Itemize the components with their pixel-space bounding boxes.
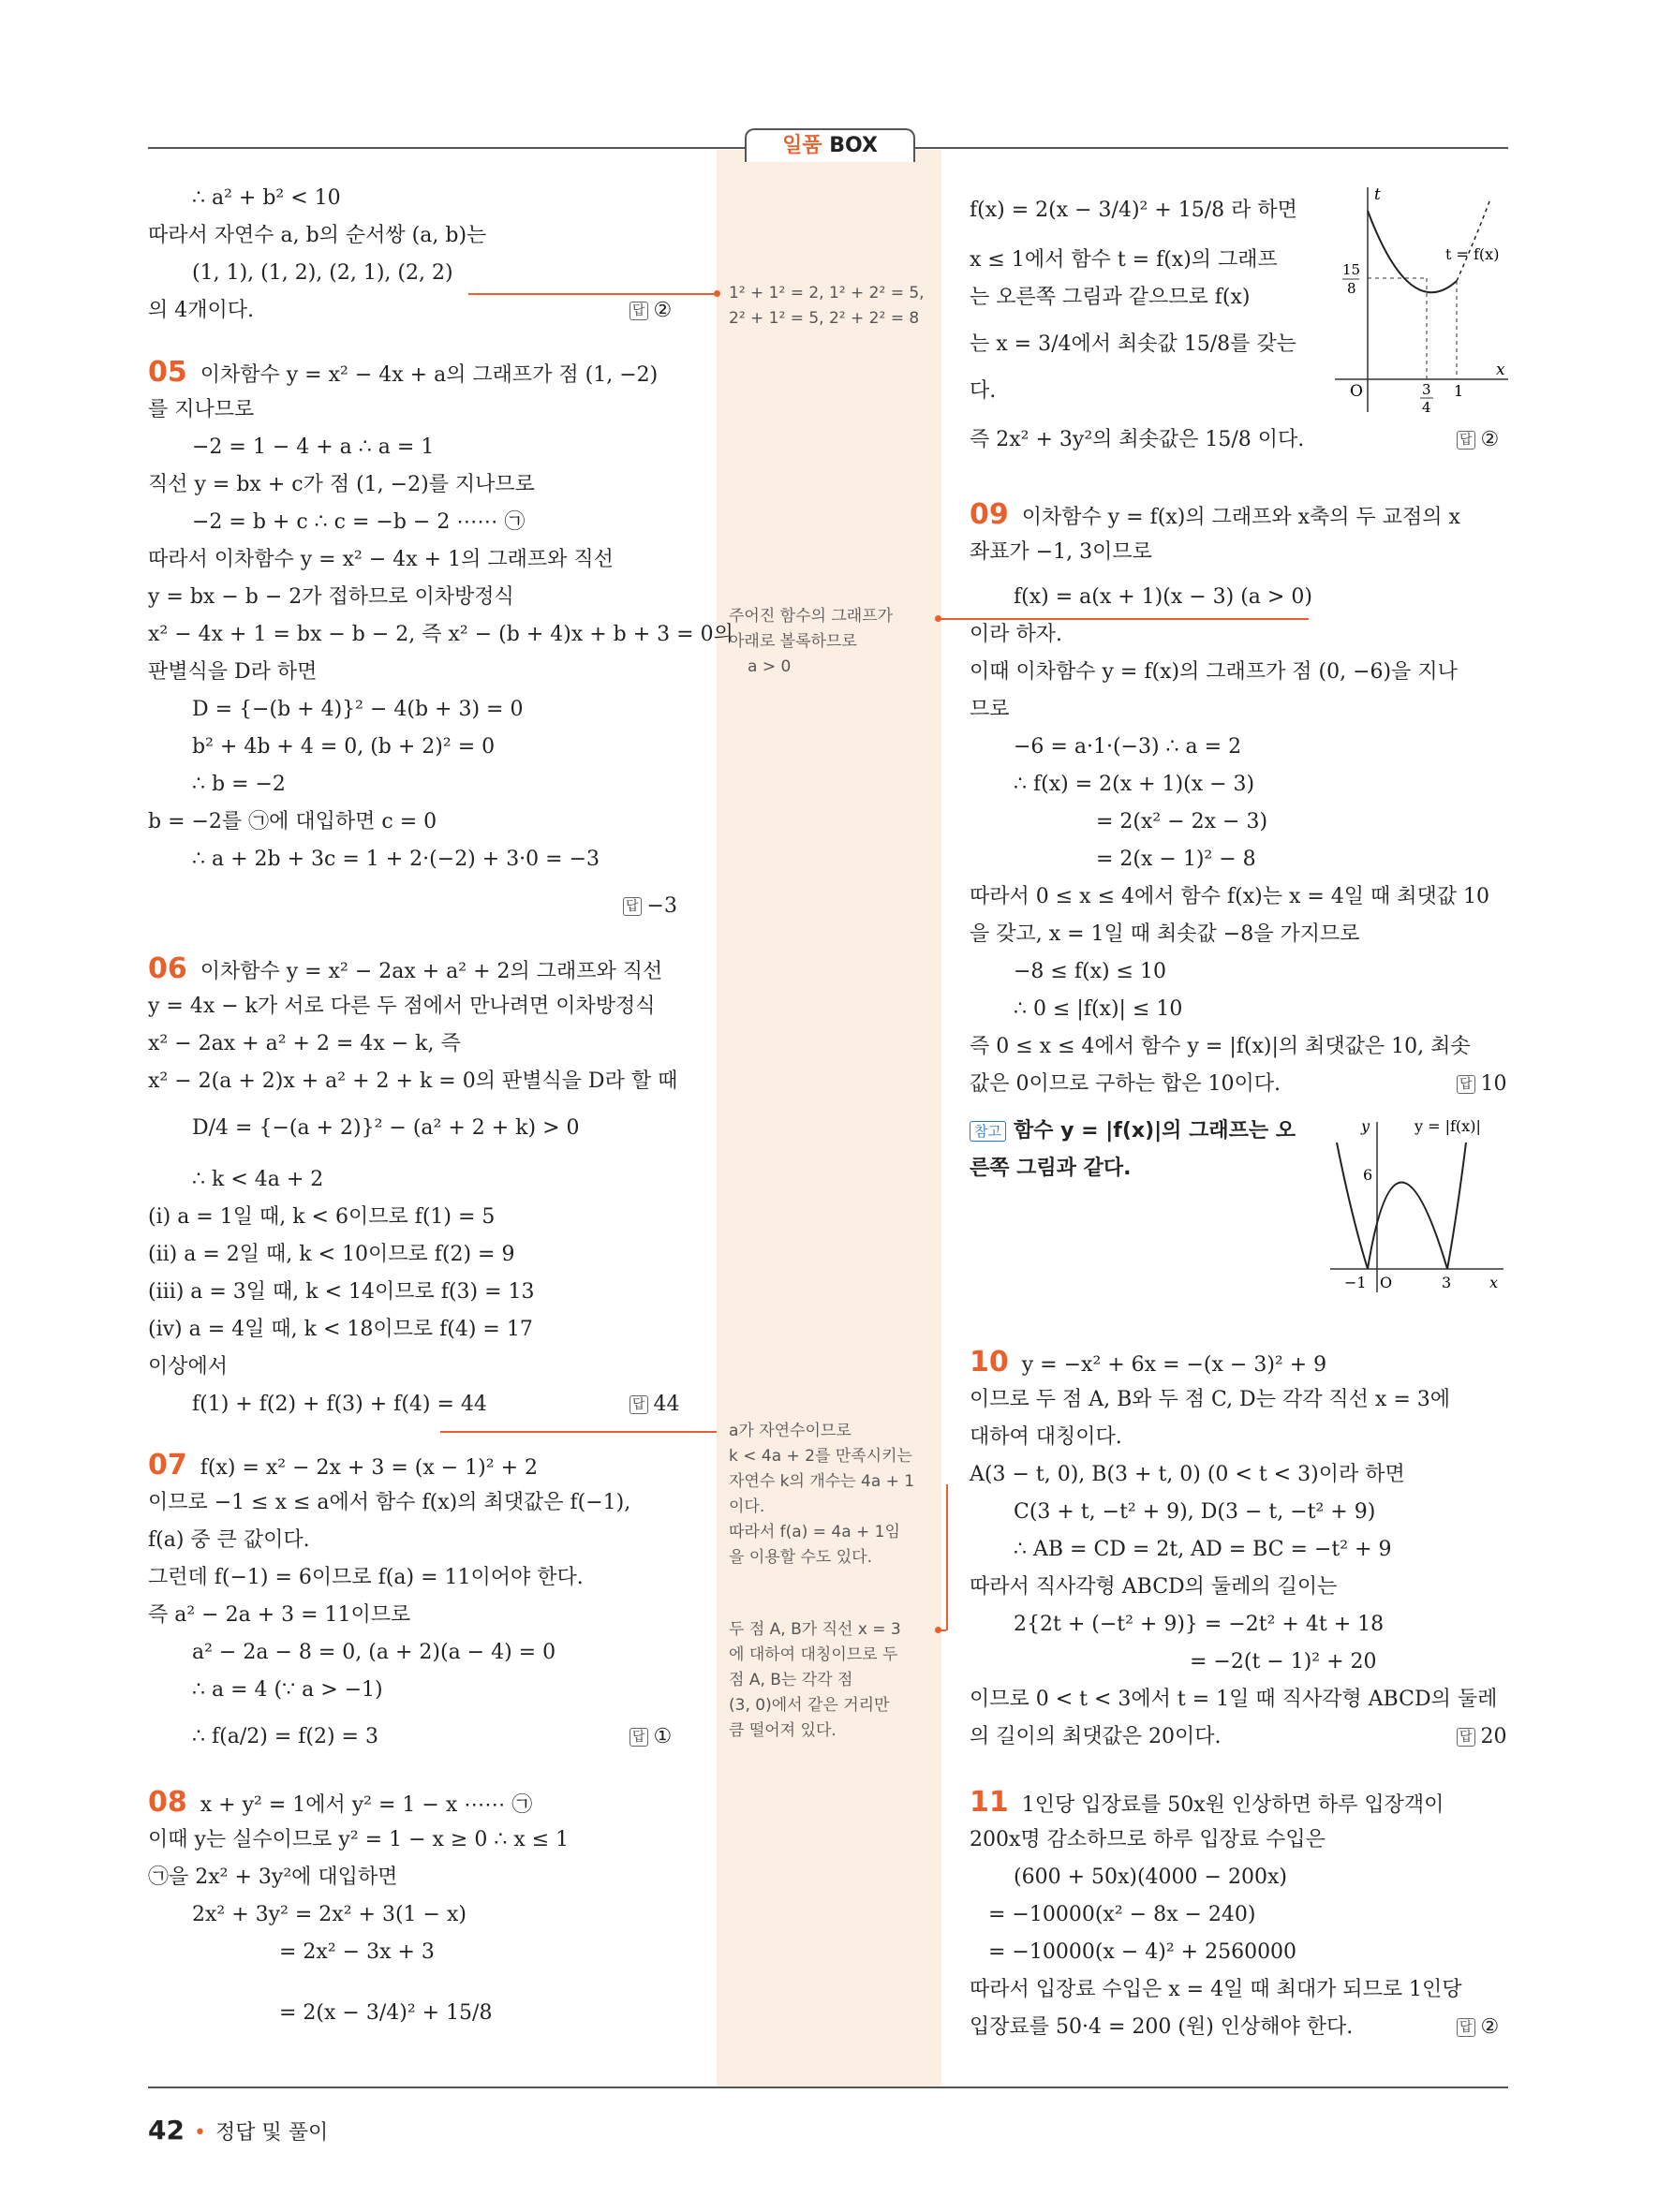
text-line: a² − 2a − 8 = 0, (a + 2)(a − 4) = 0	[192, 1641, 556, 1664]
side-note-line: 2² + 1² = 5, 2² + 2² = 8	[729, 309, 920, 328]
problem-11	[970, 1784, 1444, 1824]
answer-mark-icon: 답	[623, 897, 642, 916]
answer-mark-icon: 답	[630, 1395, 648, 1414]
text-line: y = 4x − k가 서로 다른 두 점에서 만나려면 이차방정식	[148, 995, 656, 1018]
page-number: 42	[148, 2115, 185, 2146]
axis-label-y: y	[1361, 1117, 1370, 1135]
text-line: ∴ AB = CD = 2t, AD = BC = −t² + 9	[1014, 1538, 1392, 1561]
note-tag: 참고	[970, 1121, 1006, 1142]
axis-label-x: x	[1489, 1274, 1499, 1291]
connector-line	[946, 1484, 948, 1630]
answer-09	[1457, 1066, 1507, 1103]
text-line: 를 지나므로	[148, 398, 255, 421]
tick-label: 1	[1454, 382, 1464, 400]
side-note-line: a가 자연수이므로	[729, 1422, 852, 1440]
text-line: 이상에서	[148, 1355, 229, 1379]
text-line: ㉠을 2x² + 3y²에 대입하면	[148, 1865, 398, 1889]
text-line: 이차함수 y = x² − 4x + a의 그래프가 점 (1, −2)	[200, 363, 659, 387]
tick-label: −1	[1344, 1274, 1367, 1291]
problem-06	[148, 951, 662, 991]
text-line: 즉 2x² + 3y²의 최솟값은 15/8 이다.	[970, 428, 1305, 451]
text-line: y = bx − b − 2가 접하므로 이차방정식	[148, 585, 514, 609]
text-line: b = −2를 ㉠에 대입하면 c = 0	[148, 810, 437, 833]
text-line: 즉 a² − 2a + 3 = 11이므로	[148, 1603, 411, 1627]
text-line: −6 = a·1·(−3) ∴ a = 2	[1014, 735, 1242, 759]
text-line: 직선 y = bx + c가 점 (1, −2)를 지나므로	[148, 473, 535, 496]
text-line: ∴ a + 2b + 3c = 1 + 2·(−2) + 3·0 = −3	[192, 848, 600, 871]
side-note-line: 주어진 함수의 그래프가	[729, 607, 894, 626]
curve-label: y = |f(x)|	[1415, 1117, 1481, 1135]
text-line: f(x) = a(x + 1)(x − 3) (a > 0)	[1014, 585, 1312, 609]
text-line: 이라 하자.	[970, 623, 1062, 646]
text-line: 그런데 f(−1) = 6이므로 f(a) = 11이어야 한다.	[148, 1566, 584, 1589]
text-line: 의 길이의 최댓값은 20이다.	[970, 1725, 1222, 1748]
text-line: (ⅰ) a = 1일 때, k < 6이므로 f(1) = 5	[148, 1205, 496, 1229]
side-note-line: 을 이용할 수도 있다.	[729, 1548, 872, 1567]
text-line: ∴ a² + b² < 10	[192, 186, 341, 210]
tick-label: 8	[1347, 280, 1356, 297]
answer-06	[630, 1386, 680, 1423]
side-note-line: 아래로 볼록하므로	[729, 632, 857, 651]
text-line: (ⅳ) a = 4일 때, k < 18이므로 f(4) = 17	[148, 1318, 533, 1341]
text-line: 을 갖고, x = 1일 때 최솟값 −8을 가지므로	[970, 922, 1360, 946]
connector-line	[939, 1630, 946, 1631]
problem-number: 05	[148, 356, 187, 389]
text-line: −8 ≤ f(x) ≤ 10	[1014, 960, 1166, 983]
box-tab	[745, 128, 915, 162]
problem-10	[970, 1344, 1326, 1384]
text-line: 판별식을 D라 하면	[148, 660, 318, 684]
text-line: ∴ a = 4 (∵ a > −1)	[192, 1678, 383, 1702]
answer-value: 10	[1480, 1072, 1507, 1096]
answer-mark-icon: 답	[630, 302, 648, 320]
answer-value: ②	[1480, 428, 1500, 451]
text-line: = 2(x − 1)² − 8	[1096, 848, 1256, 871]
problem-05	[148, 354, 658, 394]
note-text: 함수 y = |f(x)|의 그래프는 오	[1013, 1119, 1296, 1143]
side-note-line: 이다.	[729, 1497, 765, 1516]
answer-mark-icon: 답	[1457, 2018, 1475, 2037]
text-line: f(1) + f(2) + f(3) + f(4) = 44	[192, 1393, 487, 1416]
axis-label-t: t	[1374, 185, 1381, 204]
curve-label: t = f(x)	[1445, 245, 1500, 263]
tick-label: 15	[1342, 261, 1361, 278]
text-line: 따라서 자연수 a, b의 순서쌍 (a, b)는	[148, 224, 487, 247]
answer-04	[630, 292, 672, 330]
note	[970, 1113, 1296, 1150]
text-line: A(3 − t, 0), B(3 + t, 0) (0 < t < 3)이라 하면	[970, 1463, 1405, 1486]
answer-mark-icon: 답	[1457, 1075, 1475, 1094]
side-note-line: 자연수 k의 개수는 4a + 1	[729, 1472, 915, 1491]
figure-abs-graph	[1326, 1114, 1513, 1297]
text-line: 이때 y는 실수이므로 y² = 1 − x ≥ 0 ∴ x ≤ 1	[148, 1828, 570, 1851]
connector-line	[440, 1431, 717, 1433]
text-line: = −10000(x² − 8x − 240)	[988, 1903, 1256, 1926]
text-line: 의 4개이다.	[148, 299, 254, 322]
axis-label-x: x	[1496, 361, 1505, 379]
tick-label: 4	[1422, 399, 1431, 416]
text-line: −2 = 1 − 4 + a ∴ a = 1	[192, 435, 435, 459]
text-line: 대하여 대칭이다.	[970, 1425, 1122, 1449]
problem-number: 11	[970, 1786, 1009, 1819]
text-line: 1인당 입장료를 50x원 인상하면 하루 입장객이	[1021, 1793, 1444, 1817]
answer-value: ②	[1480, 2015, 1500, 2039]
text-line: 이므로 −1 ≤ x ≤ a에서 함수 f(x)의 최댓값은 f(−1),	[148, 1491, 631, 1514]
text-line: = 2x² − 3x + 3	[279, 1940, 435, 1964]
text-line: (600 + 50x)(4000 − 200x)	[1014, 1865, 1287, 1889]
answer-value: 20	[1480, 1725, 1507, 1748]
text-line: 므로	[970, 698, 1010, 721]
text-line: x ≤ 1에서 함수 t = f(x)의 그래프	[970, 248, 1278, 272]
text-line: f(a) 중 큰 값이다.	[148, 1528, 310, 1552]
text-line: 이때 이차함수 y = f(x)의 그래프가 점 (0, −6)을 지나	[970, 660, 1458, 684]
text-line: = −10000(x − 4)² + 2560000	[988, 1940, 1297, 1964]
text-line: 이므로 두 점 A, B와 두 점 C, D는 각각 직선 x = 3에	[970, 1388, 1451, 1411]
text-line: y = −x² + 6x = −(x − 3)² + 9	[1021, 1353, 1327, 1377]
text-line: 이므로 0 < t < 3에서 t = 1일 때 직사각형 ABCD의 둘레	[970, 1688, 1498, 1711]
side-note-line: 1² + 1² = 2, 1² + 2² = 5,	[729, 284, 925, 302]
text-line: (ⅱ) a = 2일 때, k < 10이므로 f(2) = 9	[148, 1243, 515, 1266]
text-line: 는 오른쪽 그림과 같으므로 f(x)	[970, 286, 1251, 309]
text-line: −2 = b + c ∴ c = −b − 2 ⋯⋯ ㉠	[192, 510, 526, 534]
curve	[1368, 211, 1457, 292]
text-line: 따라서 직사각형 ABCD의 둘레의 길이는	[970, 1575, 1338, 1599]
text-line: ∴ k < 4a + 2	[192, 1168, 324, 1191]
figure-parabola	[1326, 183, 1513, 417]
side-note-line: 따라서 f(a) = 4a + 1임	[729, 1523, 900, 1541]
answer-mark-icon: 답	[1457, 1728, 1475, 1747]
answer-10	[1457, 1718, 1507, 1756]
text-line: 따라서 0 ≤ x ≤ 4에서 함수 f(x)는 x = 4일 때 최댓값 10	[970, 885, 1490, 908]
footer	[148, 2115, 328, 2146]
answer-08	[1457, 421, 1499, 459]
text-line: (1, 1), (1, 2), (2, 1), (2, 2)	[192, 261, 453, 285]
bullet-icon: •	[193, 2121, 206, 2145]
problem-number: 08	[148, 1786, 187, 1819]
side-note-4	[729, 1617, 901, 1744]
side-note-line: 큼 떨어져 있다.	[729, 1721, 837, 1740]
box-tab-label-1: 일품	[782, 134, 822, 157]
answer-value: 44	[653, 1393, 680, 1416]
text-line: x² − 2ax + a² + 2 = 4x − k, 즉	[148, 1032, 461, 1055]
text-line: ∴ f(a/2) = f(2) = 3	[192, 1725, 378, 1748]
text-line: f(x) = x² − 2x + 3 = (x − 1)² + 2	[200, 1456, 538, 1480]
side-note-line: a > 0	[748, 657, 792, 676]
text-line: C(3 + t, −t² + 9), D(3 − t, −t² + 9)	[1014, 1500, 1376, 1524]
problem-number: 10	[970, 1346, 1009, 1379]
side-note-3	[729, 1419, 914, 1571]
side-note-line: 점 A, B는 각각 점	[729, 1671, 853, 1689]
origin-label: O	[1350, 382, 1363, 401]
tick-label: 6	[1363, 1166, 1373, 1184]
text-line: 다.	[970, 379, 997, 403]
connector-line	[468, 293, 717, 295]
text-line: ∴ f(x) = 2(x + 1)(x − 3)	[1014, 773, 1255, 796]
text-line: 이차함수 y = f(x)의 그래프와 x축의 두 교점의 x	[1021, 506, 1460, 529]
text-line: 2x² + 3y² = 2x² + 3(1 − x)	[192, 1903, 467, 1926]
problem-number: 07	[148, 1449, 187, 1482]
text-line: x + y² = 1에서 y² = 1 − x ⋯⋯ ㉠	[200, 1793, 533, 1817]
answer-value: ②	[653, 299, 673, 322]
text-line: D = {−(b + 4)}² − 4(b + 3) = 0	[192, 698, 524, 721]
text-line: 200x명 감소하므로 하루 입장료 수입은	[970, 1828, 1326, 1851]
answer-mark-icon: 답	[1457, 431, 1475, 450]
tick-label: 3	[1422, 381, 1431, 398]
text-line: = 2(x² − 2x − 3)	[1096, 810, 1268, 833]
text-line: 값은 0이므로 구하는 합은 10이다.	[970, 1072, 1281, 1096]
text-line: (ⅲ) a = 3일 때, k < 14이므로 f(3) = 13	[148, 1280, 535, 1304]
text-line: f(x) = 2(x − 3/4)² + 15/8 라 하면	[970, 199, 1297, 222]
side-note-column	[717, 150, 941, 2088]
answer-value: ①	[653, 1725, 673, 1748]
text-line: 입장료를 50·4 = 200 (원) 인상해야 한다.	[970, 2015, 1354, 2039]
text-line: 즉 0 ≤ x ≤ 4에서 함수 y = |f(x)|의 최댓값은 10, 최솟	[970, 1035, 1471, 1058]
text-line: 2{2t + (−t² + 9)} = −2t² + 4t + 18	[1014, 1613, 1385, 1636]
note-text: 른쪽 그림과 같다.	[970, 1157, 1132, 1180]
side-note-line: 에 대하여 대칭이므로 두	[729, 1645, 898, 1664]
side-note-line: k < 4a + 2를 만족시키는	[729, 1447, 912, 1466]
text-line: x² − 4x + 1 = bx − b − 2, 즉 x² − (b + 4)x + b + 3 = 0의	[148, 623, 733, 646]
text-line: = −2(t − 1)² + 20	[1190, 1650, 1377, 1674]
text-line: 따라서 이차함수 y = x² − 4x + 1의 그래프와 직선	[148, 548, 614, 571]
text-line: b² + 4b + 4 = 0, (b + 2)² = 0	[192, 735, 496, 759]
answer-mark-icon: 답	[630, 1728, 648, 1747]
text-line: 좌표가 −1, 3이므로	[970, 540, 1152, 564]
text-line: D/4 = {−(a + 2)}² − (a² + 2 + k) > 0	[192, 1116, 580, 1140]
problem-07	[148, 1447, 538, 1487]
problem-number: 06	[148, 952, 187, 985]
connector-dot	[714, 290, 720, 297]
answer-value: −3	[646, 894, 677, 918]
problem-08	[148, 1784, 532, 1824]
problem-09	[970, 496, 1460, 537]
text-line: ∴ 0 ≤ |f(x)| ≤ 10	[1014, 997, 1183, 1021]
text-line: 이차함수 y = x² − 2ax + a² + 2의 그래프와 직선	[200, 960, 663, 983]
problem-number: 09	[970, 498, 1009, 531]
side-note-line: (3, 0)에서 같은 거리만	[729, 1696, 890, 1715]
side-note-1	[729, 281, 925, 332]
curve	[1337, 1143, 1466, 1269]
text-line: ∴ b = −2	[192, 773, 286, 796]
text-line: x² − 2(a + 2)x + a² + 2 + k = 0의 판별식을 D라 할 때	[148, 1069, 678, 1093]
text-line: 는 x = 3/4에서 최솟값 15/8를 갖는	[970, 332, 1296, 356]
text-line: 따라서 입장료 수입은 x = 4일 때 최대가 되므로 1인당	[970, 1978, 1462, 2001]
box-tab-label-2: BOX	[829, 134, 878, 157]
side-note-line: 두 점 A, B가 직선 x = 3	[729, 1620, 901, 1639]
origin-label: O	[1380, 1274, 1393, 1291]
answer-11	[1457, 2009, 1499, 2046]
answer-07	[630, 1718, 672, 1756]
curve-dashed	[1457, 201, 1489, 281]
footer-title: 정답 및 풀이	[215, 2121, 329, 2145]
text-line: = 2(x − 3/4)² + 15/8	[279, 2001, 493, 2025]
tick-label: 3	[1442, 1274, 1452, 1291]
footer-rule	[148, 2087, 1508, 2088]
answer-05	[623, 888, 677, 925]
side-note-2	[729, 604, 893, 680]
